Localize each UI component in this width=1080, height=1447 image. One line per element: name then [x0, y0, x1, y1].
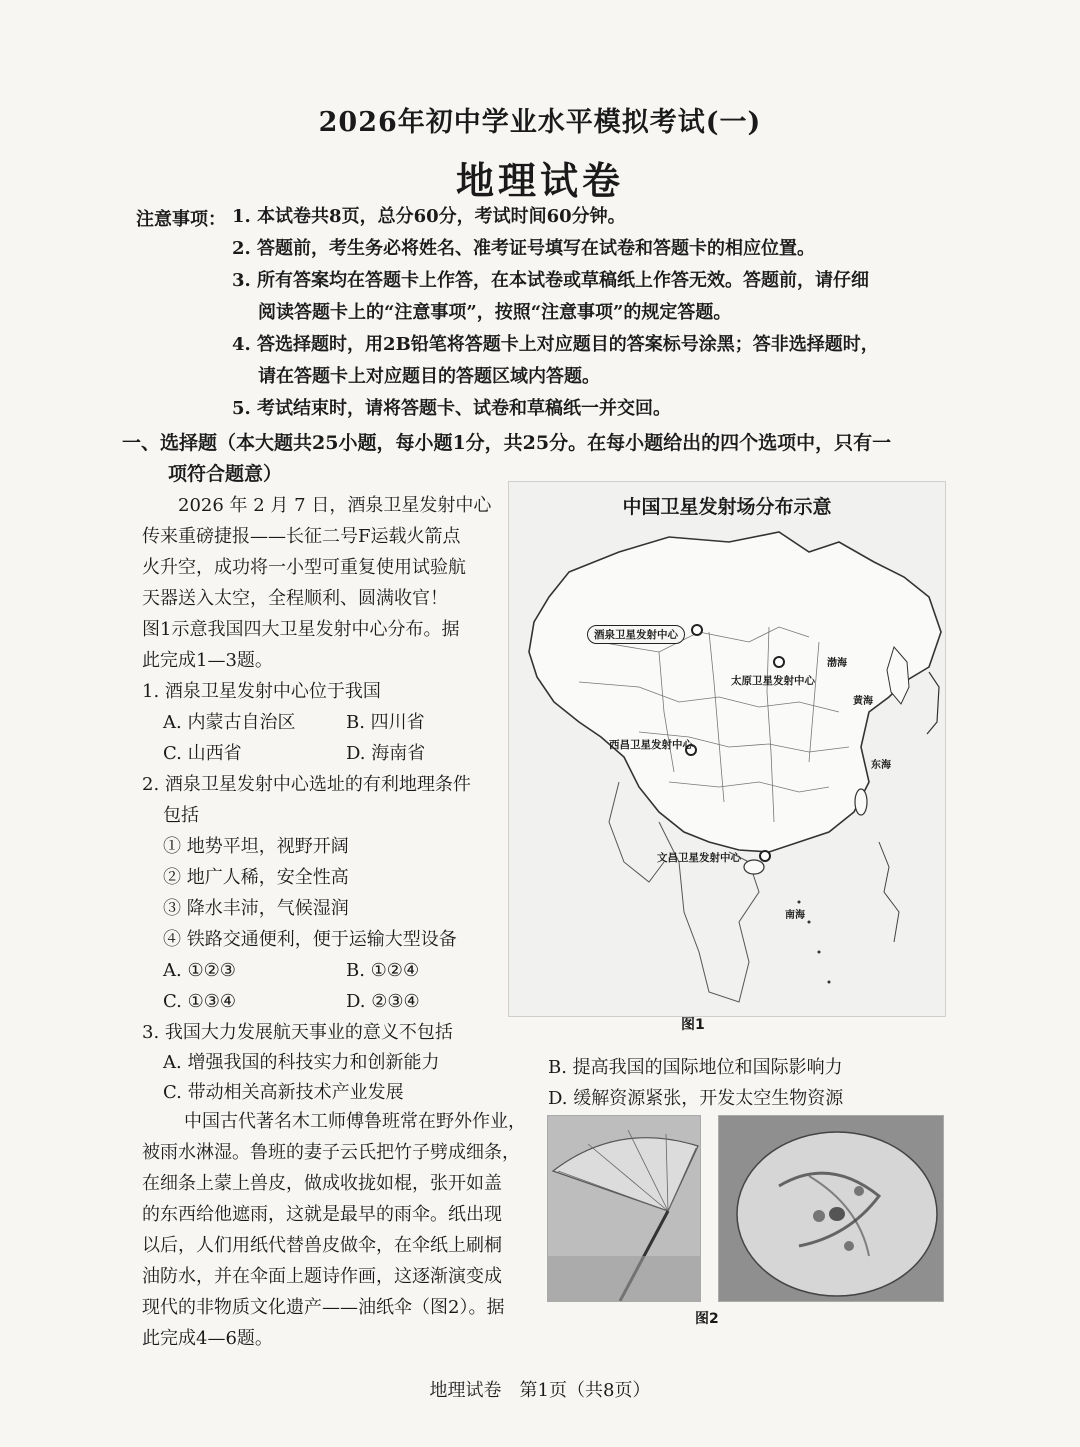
oil-paper-umbrella-photo-1	[547, 1115, 701, 1302]
taiyuan-marker	[774, 657, 784, 667]
q2-statement-1: ① 地势平坦，视野开阔	[163, 836, 349, 857]
q2-statement-4: ④ 铁路交通便利，便于运输大型设备	[163, 929, 457, 950]
passage-line: 图1示意我国四大卫星发射中心分布。据	[142, 619, 460, 640]
q2-statement-3: ③ 降水丰沛，气候湿润	[163, 898, 349, 919]
q1-option-b: B. 四川省	[346, 712, 425, 733]
section-heading: 一、选择题（本大题共25小题，每小题1分，共25分。在每小题给出的四个选项中，只有一	[122, 432, 892, 454]
wenchang-marker	[760, 851, 770, 861]
q3-option-d: D. 缓解资源紧张，开发太空生物资源	[548, 1088, 844, 1109]
passage-line: 火升空，成功将一小型可重复使用试验航	[142, 557, 466, 578]
q3-option-b: B. 提高我国的国际地位和国际影响力	[548, 1057, 843, 1078]
nanhai-label: 南海	[785, 910, 805, 921]
umbrella-graphic	[548, 1116, 700, 1301]
q2-option-a: A. ①②③	[163, 960, 236, 981]
passage-line: 在细条上蒙上兽皮，做成收拢如棍，张开如盖	[142, 1173, 502, 1194]
passage-line: 传来重磅捷报——长征二号F运载火箭点	[142, 526, 461, 547]
q1-option-d: D. 海南省	[346, 743, 426, 764]
wenchang-label: 文昌卫星发射中心	[657, 852, 741, 864]
q3-option-c: C. 带动相关高新技术产业发展	[163, 1082, 404, 1103]
umbrella-top-graphic	[719, 1116, 943, 1301]
note-item: 3. 所有答案均在答题卡上作答，在本试卷或草稿纸上作答无效。答题前，请仔细	[232, 270, 870, 291]
figure-2-caption: 图2	[695, 1311, 719, 1327]
passage-line: 被雨水淋湿。鲁班的妻子云氏把竹子劈成细条，	[142, 1142, 520, 1163]
q3-option-a: A. 增强我国的科技实力和创新能力	[163, 1052, 440, 1073]
q1-option-a: A. 内蒙古自治区	[163, 712, 296, 733]
note-item: 1. 本试卷共8页，总分60分，考试时间60分钟。	[232, 206, 626, 227]
donghai-label: 东海	[871, 760, 891, 771]
taiyuan-label: 太原卫星发射中心	[731, 675, 815, 687]
subject-title: 地理试卷	[455, 158, 624, 203]
passage-line: 油防水，并在伞面上题诗作画，这逐渐演变成	[142, 1266, 502, 1287]
passage-line: 2026 年 2 月 7 日，酒泉卫星发射中心	[178, 495, 492, 516]
note-item: 4. 答选择题时，用2B铅笔将答题卡上对应题目的答案标号涂黑；答非选择题时，	[232, 334, 879, 355]
q2-stem-cont: 包括	[163, 805, 199, 826]
q1-option-c: C. 山西省	[163, 743, 242, 764]
q3-stem: 3. 我国大力发展航天事业的意义不包括	[142, 1022, 453, 1043]
passage-line: 此完成4—6题。	[142, 1328, 273, 1349]
jiuquan-marker	[692, 625, 702, 635]
map-title: 中国卫星发射场分布示意	[622, 496, 832, 518]
passage-line: 此完成1—3题。	[142, 650, 273, 671]
q2-stem: 2. 酒泉卫星发射中心选址的有利地理条件	[142, 774, 471, 795]
satellite-launch-map	[508, 481, 946, 1017]
q1-stem: 1. 酒泉卫星发射中心位于我国	[142, 681, 381, 702]
huanghai-label: 黄海	[853, 696, 873, 707]
q2-option-b: B. ①②④	[346, 960, 420, 981]
passage-line: 中国古代著名木工师傅鲁班常在野外作业，	[184, 1111, 526, 1132]
q2-statement-2: ② 地广人稀，安全性高	[163, 867, 349, 888]
note-item: 请在答题卡上对应题目的答题区域内答题。	[258, 366, 600, 387]
q2-option-c: C. ①③④	[163, 991, 236, 1012]
oil-paper-umbrella-photo-2	[718, 1115, 944, 1302]
page-footer: 地理试卷 第1页（共8页）	[429, 1380, 651, 1401]
bohai-label: 渤海	[827, 658, 847, 669]
passage-2	[142, 1106, 542, 1354]
notes-label: 注意事项：	[136, 209, 226, 230]
passage-line: 的东西给他遮雨，这就是最早的雨伞。纸出现	[142, 1204, 502, 1225]
jiuquan-label: 酒泉卫星发射中心	[587, 625, 685, 644]
figure-1-caption: 图1	[681, 1017, 705, 1033]
q2-option-d: D. ②③④	[346, 991, 420, 1012]
xichang-label: 西昌卫星发射中心	[609, 739, 693, 751]
china-outline-graphic	[509, 482, 945, 1016]
passage-line: 天器送入太空，全程顺利、圆满收官！	[142, 588, 448, 609]
note-item: 2. 答题前，考生务必将姓名、准考证号填写在试卷和答题卡的相应位置。	[232, 238, 816, 259]
section-heading-cont: 项符合题意）	[168, 463, 283, 485]
passage-line: 现代的非物质文化遗产——油纸伞（图2）。据	[142, 1297, 505, 1318]
exam-title: 2026年初中学业水平模拟考试(一)	[318, 107, 762, 138]
passage-1	[142, 490, 502, 676]
note-item: 5. 考试结束时，请将答题卡、试卷和草稿纸一并交回。	[232, 398, 672, 419]
passage-line: 以后，人们用纸代替兽皮做伞，在伞纸上刷桐	[142, 1235, 502, 1256]
note-item: 阅读答题卡上的“注意事项”，按照“注意事项”的规定答题。	[258, 302, 732, 323]
